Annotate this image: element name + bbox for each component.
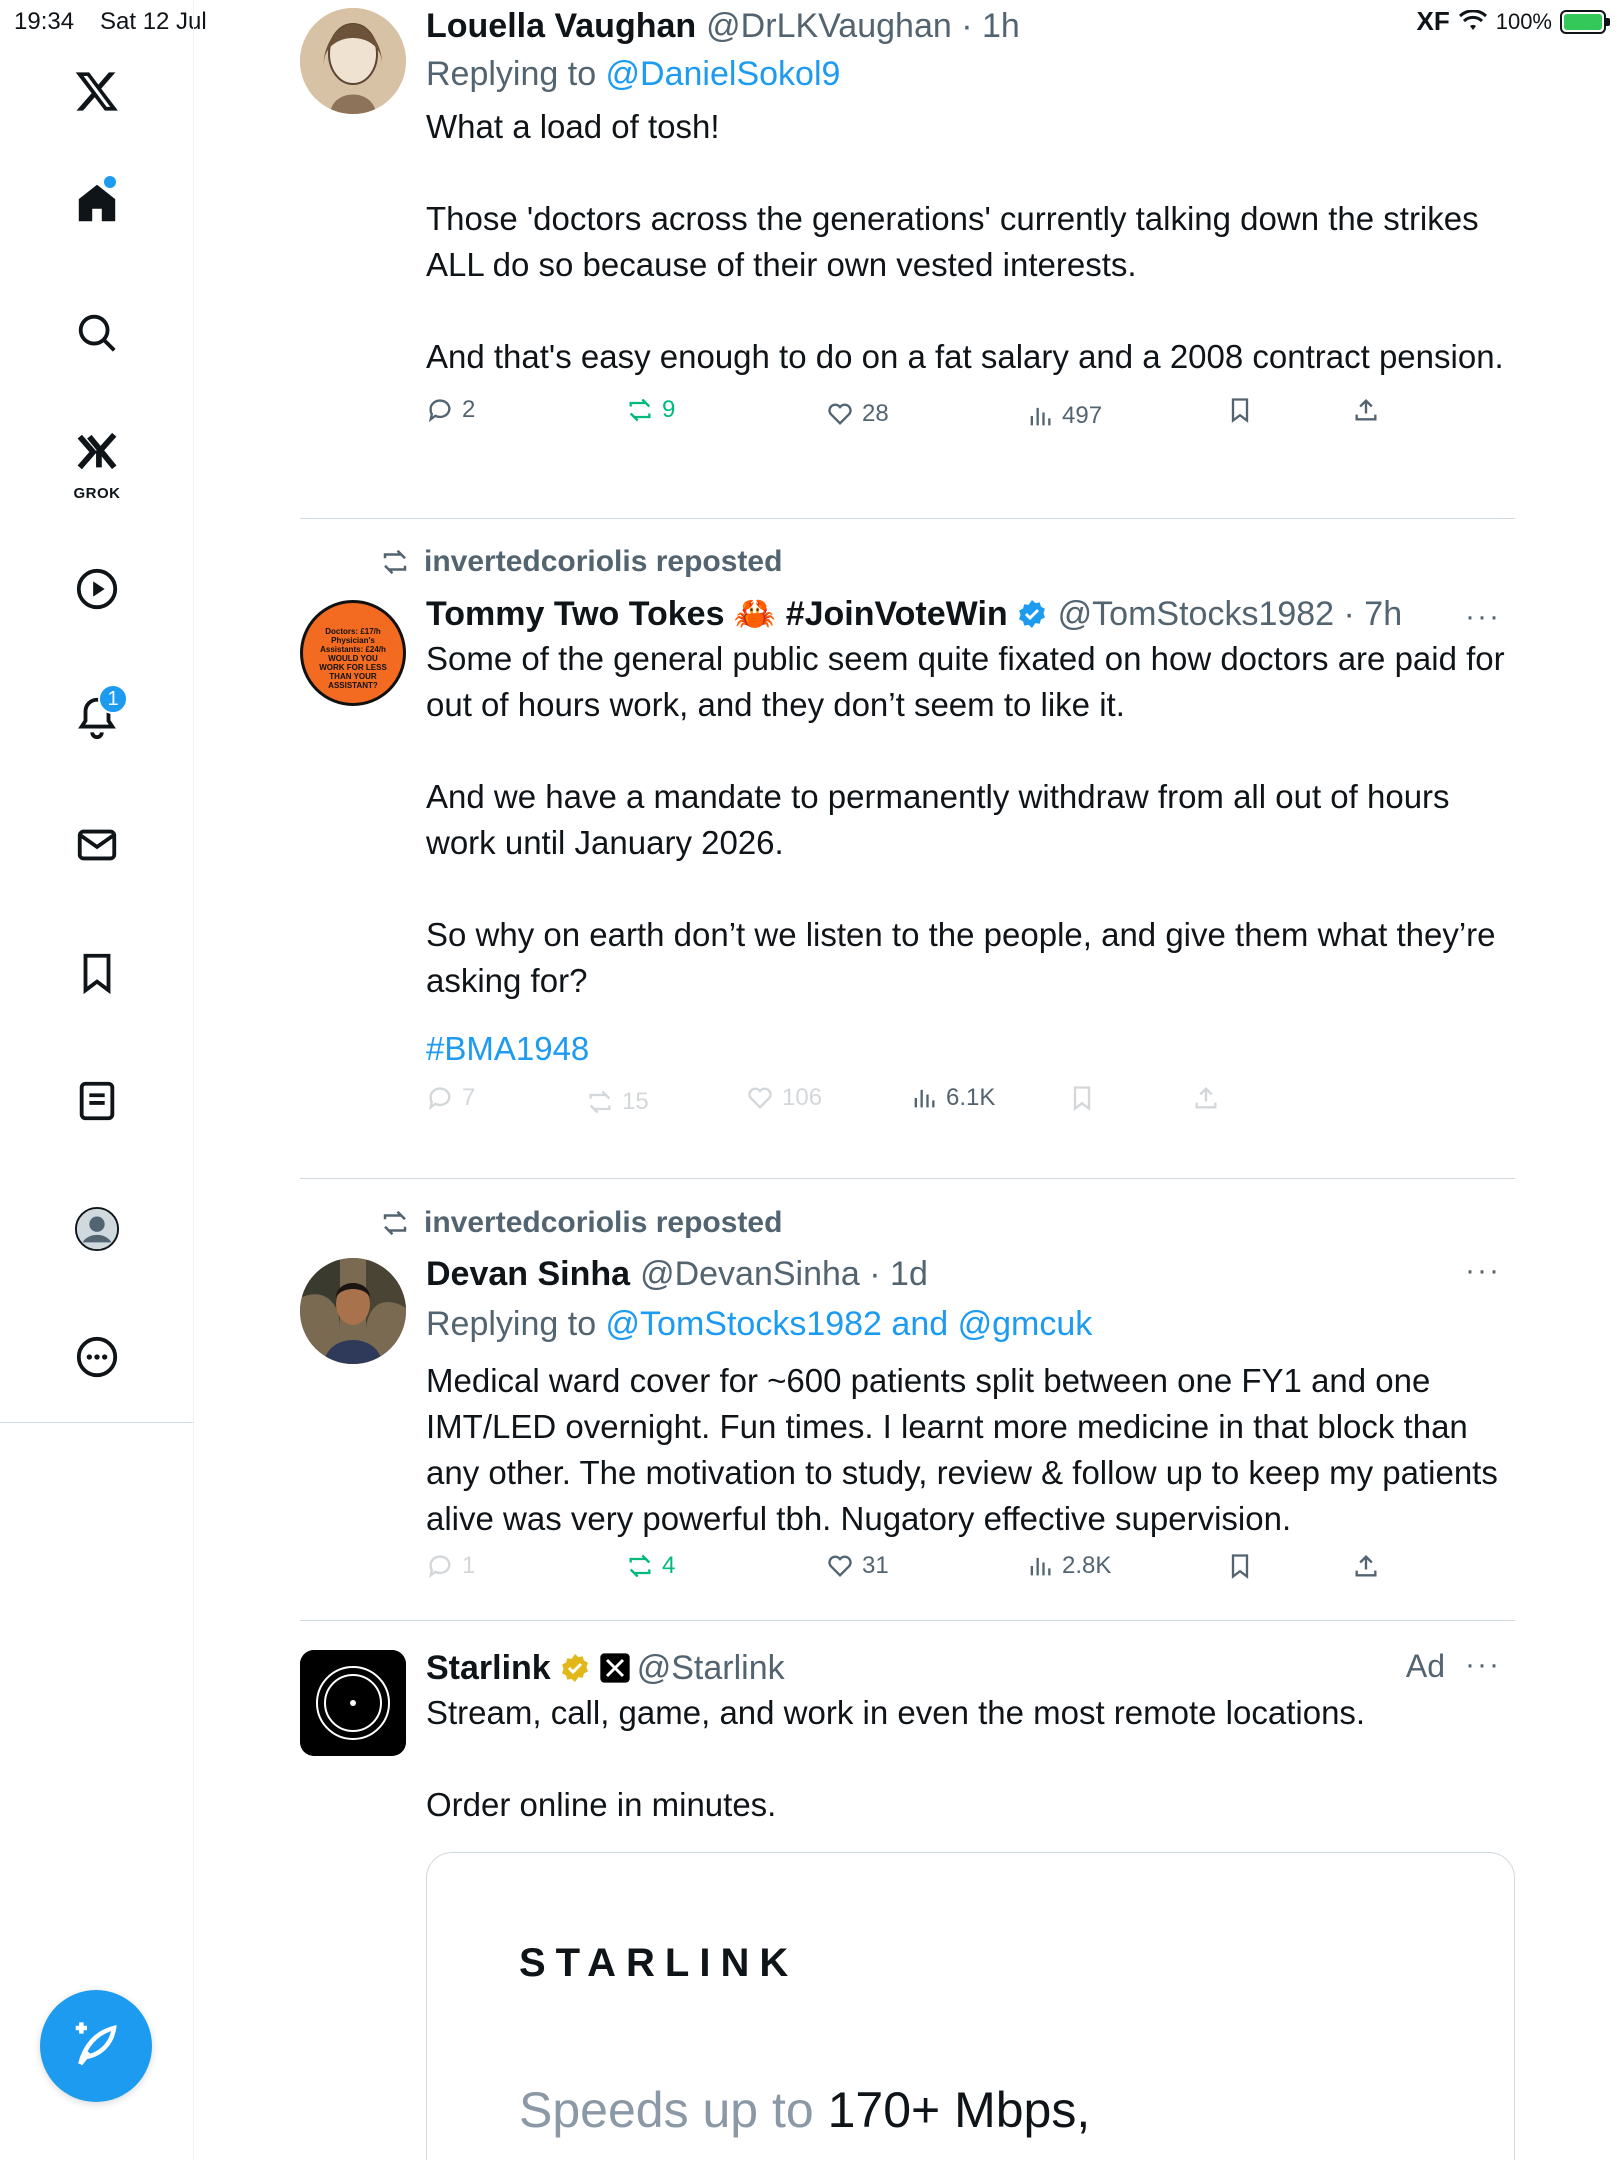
tweet-text: Some of the general public seem quite fixated on how doctors are paid for out of hours work, and they don’t seem to like it. And we have a mandate to permanently withdraw from all out of hours work until January 2026. So why on earth don’t we listen to the people, and give them what they’re asking for? xyxy=(426,640,1505,999)
reply-icon xyxy=(426,1552,454,1580)
profile-avatar-icon[interactable] xyxy=(62,1194,132,1264)
grok-icon[interactable] xyxy=(62,420,132,504)
bookmark-icon xyxy=(1226,396,1254,424)
heart-icon xyxy=(826,1552,854,1580)
sidebar-divider xyxy=(0,1422,193,1423)
repost-context[interactable]: invertedcoriolis reposted xyxy=(380,1206,782,1240)
battery-icon xyxy=(1560,10,1606,34)
reply-button[interactable]: 2 xyxy=(426,396,475,424)
repost-icon xyxy=(380,1208,410,1238)
like-button[interactable]: 28 xyxy=(826,400,889,428)
more-options-icon[interactable]: ··· xyxy=(1465,1254,1501,1287)
author-name[interactable]: Tommy Two Tokes 🦀 #JoinVoteWin xyxy=(426,595,1008,633)
tweet-text: What a load of tosh! Those 'doctors across the generations' currently talking down the strikes ALL do so because of their own vested interests. And that's easy enough to do on a fat salary and a 2008 contract pension. xyxy=(426,108,1504,375)
like-button[interactable]: 31 xyxy=(826,1552,889,1580)
reply-mention-link[interactable]: @DanielSokol9 xyxy=(605,55,841,93)
avatar[interactable] xyxy=(300,600,406,706)
share-icon xyxy=(1192,1084,1220,1112)
avatar-text: Doctors: £17/h Physician's Assistants: £24/h WOULD YOU WORK FOR LESS THAN YOUR ASSISTANT? xyxy=(319,627,387,690)
views-button[interactable]: 6.1K xyxy=(910,1084,995,1112)
reply-button[interactable]: 1 xyxy=(426,1552,475,1580)
heart-icon xyxy=(746,1084,774,1112)
card-brand-text: STARLINK xyxy=(519,1941,799,1985)
reply-mention-link[interactable]: @TomStocks1982 and @gmcuk xyxy=(605,1305,1093,1343)
more-options-icon[interactable]: ··· xyxy=(1465,1648,1501,1681)
repost-button[interactable]: 9 xyxy=(626,396,675,424)
avatar[interactable] xyxy=(300,8,406,114)
gold-verified-badge-icon xyxy=(559,1652,591,1684)
replying-to: Replying to @DanielSokol9 xyxy=(426,55,841,93)
share-button[interactable] xyxy=(1352,1552,1380,1580)
bookmark-button[interactable] xyxy=(1226,1552,1254,1580)
more-options-icon[interactable]: ··· xyxy=(1465,600,1501,633)
video-icon[interactable] xyxy=(62,554,132,624)
author-handle[interactable]: @DevanSinha · 1d xyxy=(640,1255,928,1293)
repost-icon xyxy=(586,1088,614,1116)
more-icon[interactable] xyxy=(62,1322,132,1392)
repost-button[interactable]: 4 xyxy=(626,1552,675,1580)
repost-button[interactable]: 15 xyxy=(586,1088,649,1116)
analytics-icon xyxy=(1026,402,1054,430)
reply-icon xyxy=(426,1084,454,1112)
x-affiliate-badge-icon xyxy=(599,1652,631,1684)
share-button[interactable] xyxy=(1352,396,1380,424)
analytics-icon xyxy=(1026,1552,1054,1580)
bookmark-button[interactable] xyxy=(1068,1084,1096,1112)
repost-context[interactable]: invertedcoriolis reposted xyxy=(380,545,782,579)
author-handle[interactable]: @TomStocks1982 · 7h xyxy=(1057,595,1403,633)
bookmarks-icon[interactable] xyxy=(62,938,132,1008)
author-handle[interactable]: @DrLKVaughan · 1h xyxy=(706,7,1020,45)
views-button[interactable]: 497 xyxy=(1026,402,1102,430)
ad-label: Ad xyxy=(1405,1648,1445,1684)
analytics-icon xyxy=(910,1084,938,1112)
heart-icon xyxy=(826,400,854,428)
bookmark-icon xyxy=(1226,1552,1254,1580)
bookmark-icon xyxy=(1068,1084,1096,1112)
notifications-badge: 1 xyxy=(98,684,128,714)
x-logo-icon[interactable] xyxy=(62,56,132,126)
messages-icon[interactable] xyxy=(62,810,132,880)
reply-button[interactable]: 7 xyxy=(426,1084,475,1112)
battery-percent: 100% xyxy=(1495,8,1552,34)
lists-icon[interactable] xyxy=(62,1066,132,1136)
tweet-divider xyxy=(300,1620,1515,1621)
bookmark-button[interactable] xyxy=(1226,396,1254,424)
home-unread-dot xyxy=(104,176,116,188)
status-date: Sat 12 Jul xyxy=(100,8,207,35)
compose-button[interactable] xyxy=(40,1990,152,2102)
xf-overlay: XF xyxy=(1416,6,1450,36)
hashtag-link[interactable]: #BMA1948 xyxy=(426,1030,590,1067)
share-icon xyxy=(1352,396,1380,424)
home-icon[interactable] xyxy=(62,168,132,238)
repost-icon xyxy=(626,1552,654,1580)
repost-icon xyxy=(626,396,654,424)
author-name[interactable]: Starlink xyxy=(426,1649,551,1687)
tweet-hashtag-line xyxy=(426,1026,1515,1072)
replying-to: Replying to @TomStocks1982 and @gmcuk xyxy=(426,1305,1093,1343)
share-icon xyxy=(1352,1552,1380,1580)
search-icon[interactable] xyxy=(62,298,132,368)
compose-feather-icon xyxy=(69,2019,123,2073)
grok-label: GROK xyxy=(73,485,121,502)
notifications-icon[interactable] xyxy=(62,682,132,752)
share-button[interactable] xyxy=(1192,1084,1220,1112)
status-time: 19:34 xyxy=(14,8,75,35)
views-button[interactable]: 2.8K xyxy=(1026,1552,1111,1580)
tweet-actions xyxy=(426,1552,1515,1592)
reply-icon xyxy=(426,396,454,424)
author-handle[interactable]: @Starlink xyxy=(636,1649,785,1687)
card-headline: Speeds up to 170+ Mbps, xyxy=(519,2082,1091,2138)
like-button[interactable]: 106 xyxy=(746,1084,822,1112)
avatar[interactable] xyxy=(300,1650,406,1756)
verified-badge-icon xyxy=(1016,598,1048,630)
tweet-actions xyxy=(426,396,1515,436)
repost-icon xyxy=(380,547,410,577)
avatar[interactable] xyxy=(300,1258,406,1364)
tweet-text: Medical ward cover for ~600 patients split between one FY1 and one IMT/LED overnight. Fun times. I learnt more medicine in that block than any other. The motivation to study, review & follow up to keep my patients alive was very powerful tbh. Nugatory effective supervision. xyxy=(426,1362,1498,1537)
tweet-text: Stream, call, game, and work in even the most remote locations. Order online in minutes. xyxy=(426,1694,1366,1823)
tweet-actions xyxy=(426,1084,1515,1124)
tweet-divider xyxy=(300,518,1515,519)
author-name[interactable]: Devan Sinha xyxy=(426,1255,631,1293)
ad-media-card[interactable] xyxy=(426,1852,1515,2160)
author-name[interactable]: Louella Vaughan xyxy=(426,7,697,45)
tweet-divider xyxy=(300,1178,1515,1179)
sidebar xyxy=(0,0,194,2160)
